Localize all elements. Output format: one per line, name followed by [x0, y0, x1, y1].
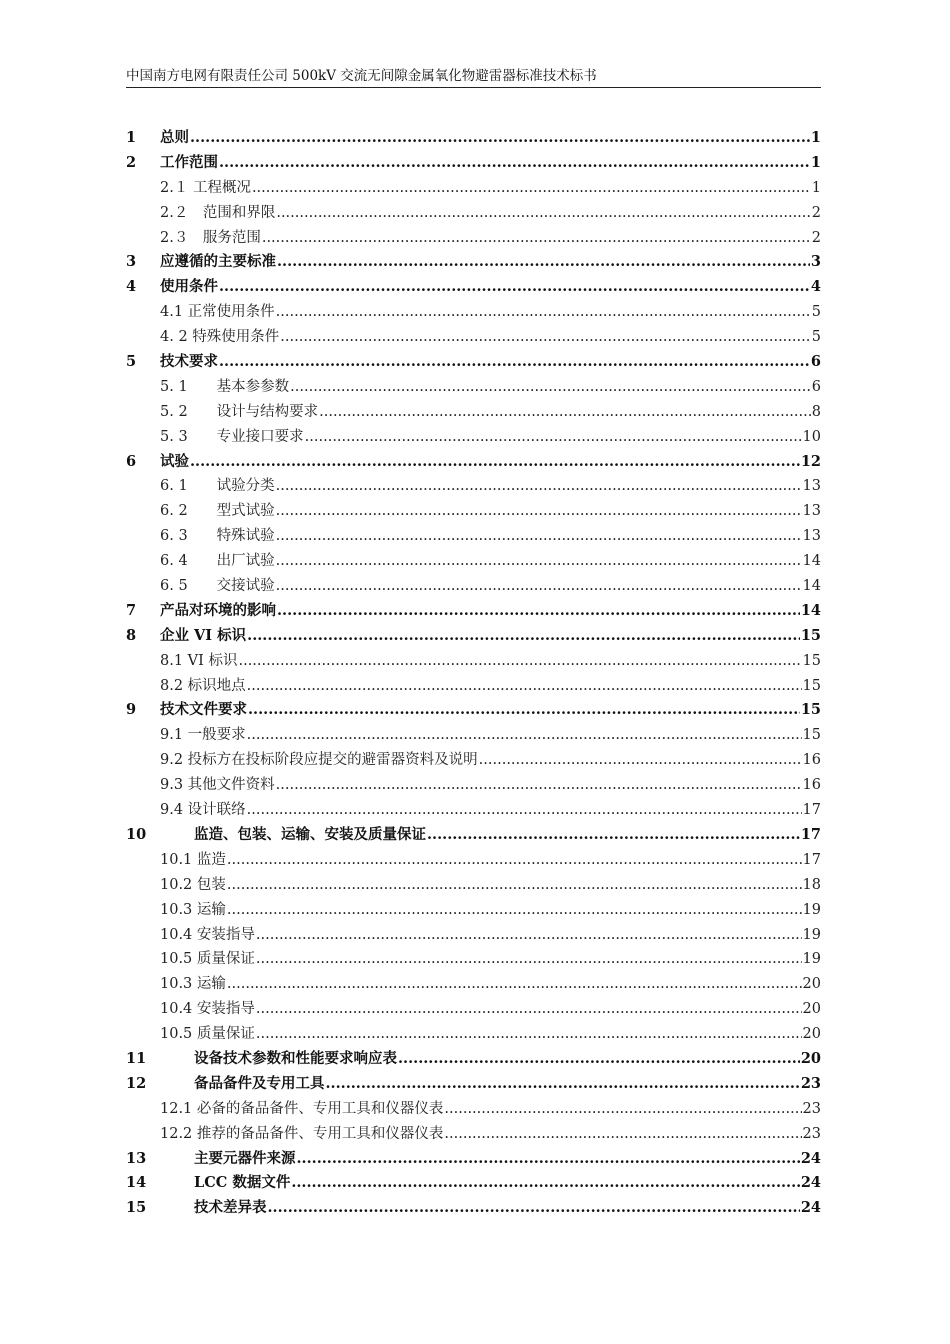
- toc-entry-number: 6: [126, 452, 137, 470]
- toc-entry-page: 20: [800, 1049, 821, 1067]
- toc-entry-line: [194, 1072, 821, 1097]
- toc-leader-dots: [276, 524, 802, 549]
- toc-entry-title: 备品备件及专用工具: [194, 1074, 325, 1092]
- toc-leader-dots: [256, 947, 802, 972]
- toc-entry-page: 12: [800, 452, 821, 470]
- toc-entry[interactable]: [126, 275, 821, 300]
- toc-entry-page: 1: [810, 153, 821, 171]
- toc-entry-page: 15: [802, 677, 821, 694]
- toc-entry-number: 8: [126, 626, 137, 644]
- toc-entry-line: [160, 474, 821, 499]
- toc-entry-page: 1: [810, 129, 821, 146]
- toc-entry-number: 2: [126, 153, 137, 171]
- toc-entry-page: 4: [810, 278, 821, 296]
- toc-entry-line: [194, 823, 821, 848]
- toc-entry-line: [160, 624, 821, 649]
- toc-entry-title: 2.３ 服务范围: [160, 229, 261, 246]
- toc-entry-line: [160, 1022, 821, 1047]
- toc-entry-number: 9: [126, 701, 137, 719]
- toc-entry-line: [160, 674, 821, 699]
- toc-entry-line: [160, 201, 821, 226]
- toc-entry-title: 企业 VI 标识: [160, 626, 247, 644]
- toc-entry-title: 8.2 标识地点: [160, 677, 246, 694]
- toc-entry-title: 2.２ 范围和界限: [160, 204, 276, 221]
- toc-entry-line: [160, 126, 821, 151]
- toc-leader-dots: [219, 151, 810, 176]
- toc-entry[interactable]: [126, 599, 821, 624]
- toc-entry-title: 10.3 运输: [160, 976, 226, 993]
- toc-leader-dots: [190, 126, 810, 151]
- toc-entry-title: 10.3 运输: [160, 901, 226, 918]
- toc-entry-line: [160, 499, 821, 524]
- toc-entry-page: 3: [810, 253, 821, 271]
- toc-entry[interactable]: [126, 798, 821, 823]
- toc-entry-title: 4. 2 特殊使用条件: [160, 329, 280, 346]
- toc-leader-dots: [277, 599, 800, 624]
- toc-entry-number: 12: [126, 1074, 147, 1092]
- toc-entry-title: 9.4 设计联络: [160, 802, 246, 819]
- toc-entry-number: 15: [126, 1199, 147, 1217]
- toc-leader-dots: [238, 649, 801, 674]
- toc-entry[interactable]: [126, 823, 821, 848]
- toc-entry-line: [160, 524, 821, 549]
- toc-entry-title: 使用条件: [160, 278, 218, 296]
- toc-entry-page: 15: [800, 701, 821, 719]
- toc-entry-line: [194, 1196, 821, 1221]
- toc-leader-dots: [276, 574, 802, 599]
- toc-entry-title: 5. 3 专业接口要求: [160, 428, 304, 445]
- page-header: 中国南方电网有限责任公司 500kV 交流无间隙金属氧化物避雷器标准技术标书: [126, 66, 821, 88]
- toc-entry-line: [160, 275, 821, 300]
- toc-entry-line: [160, 400, 821, 425]
- toc-entry[interactable]: [126, 151, 821, 176]
- toc-entry-line: [160, 325, 821, 350]
- toc-entry-page: 20: [802, 1026, 821, 1043]
- toc-entry-page: 18: [802, 876, 821, 893]
- toc-entry-title: 应遵循的主要标准: [160, 253, 276, 271]
- toc-leader-dots: [190, 450, 800, 475]
- toc-entry-title: 5. 1 基本参参数: [160, 378, 290, 395]
- toc-entry-page: 17: [802, 851, 821, 868]
- toc-entry-number: 7: [126, 601, 137, 619]
- toc-entry-page: 8: [811, 403, 821, 420]
- toc-entry-line: [160, 574, 821, 599]
- toc-entry-title: LCC 数据文件: [194, 1174, 291, 1192]
- toc-leader-dots: [398, 1047, 800, 1072]
- toc-entry[interactable]: [126, 848, 821, 873]
- toc-entry-page: 16: [802, 752, 821, 769]
- toc-entry-line: [160, 997, 821, 1022]
- toc-entry-line: [160, 798, 821, 823]
- toc-entry[interactable]: [126, 226, 821, 251]
- toc-entry-line: [160, 748, 821, 773]
- toc-leader-dots: [290, 375, 811, 400]
- toc-entry-page: 13: [802, 503, 821, 520]
- toc-entry-title: 9.2 投标方在投标阶段应提交的避雷器资料及说明: [160, 752, 478, 769]
- toc-entry[interactable]: [126, 400, 821, 425]
- toc-entry-page: 5: [811, 304, 821, 321]
- toc-entry[interactable]: [126, 499, 821, 524]
- toc-entry-page: 1: [811, 179, 821, 196]
- toc-leader-dots: [262, 226, 811, 251]
- toc-leader-dots: [427, 823, 800, 848]
- toc-entry-title: 监造、包装、运输、安装及质量保证: [194, 825, 426, 843]
- toc-leader-dots: [276, 773, 802, 798]
- toc-leader-dots: [326, 1072, 800, 1097]
- toc-entry[interactable]: [126, 1097, 821, 1122]
- toc-entry[interactable]: [126, 474, 821, 499]
- toc-entry-title: 10.5 质量保证: [160, 1026, 255, 1043]
- toc-leader-dots: [256, 997, 802, 1022]
- toc-entry-page: 14: [802, 578, 821, 595]
- toc-entry-line: [160, 848, 821, 873]
- toc-entry-title: 6. 5 交接试验: [160, 578, 275, 595]
- toc-entry[interactable]: [126, 898, 821, 923]
- toc-entry-number: 4: [126, 278, 137, 296]
- toc-entry[interactable]: [126, 698, 821, 723]
- toc-leader-dots: [444, 1122, 801, 1147]
- toc-leader-dots: [256, 1022, 802, 1047]
- toc-entry[interactable]: [126, 873, 821, 898]
- toc-leader-dots: [247, 723, 802, 748]
- toc-entry-title: 6. 3 特殊试验: [160, 528, 275, 545]
- toc-entry[interactable]: [126, 1022, 821, 1047]
- toc-leader-dots: [247, 674, 802, 699]
- toc-entry[interactable]: [126, 947, 821, 972]
- toc-entry-line: [160, 923, 821, 948]
- toc-entry-page: 2: [811, 229, 821, 246]
- toc-entry[interactable]: [126, 1072, 821, 1097]
- toc-entry-title: 10.1 监造: [160, 851, 226, 868]
- toc-entry[interactable]: [126, 624, 821, 649]
- toc-entry-number: 14: [126, 1174, 147, 1192]
- toc-entry[interactable]: [126, 325, 821, 350]
- toc-entry[interactable]: [126, 176, 821, 201]
- toc-entry-line: [160, 151, 821, 176]
- toc-entry[interactable]: [126, 201, 821, 226]
- toc-entry-line: [160, 549, 821, 574]
- toc-leader-dots: [252, 176, 811, 201]
- toc-entry-page: 14: [800, 601, 821, 619]
- toc-entry[interactable]: [126, 972, 821, 997]
- toc-entry-title: 8.1 VI 标识: [160, 652, 238, 669]
- toc-entry-title: 2.１ 工程概况: [160, 179, 251, 196]
- toc-entry-page: 15: [802, 727, 821, 744]
- toc-entry-line: [160, 350, 821, 375]
- toc-leader-dots: [305, 425, 802, 450]
- toc-entry-page: 24: [800, 1199, 821, 1217]
- toc-leader-dots: [268, 1196, 800, 1221]
- toc-leader-dots: [280, 325, 810, 350]
- toc-entry[interactable]: [126, 1047, 821, 1072]
- toc-entry-title: 10.4 安装指导: [160, 926, 255, 943]
- toc-entry-title: 6. 4 出厂试验: [160, 553, 275, 570]
- toc-entry-number: 11: [126, 1049, 147, 1067]
- toc-entry-page: 13: [802, 528, 821, 545]
- toc-entry-title: 主要元器件来源: [194, 1149, 296, 1167]
- toc-entry[interactable]: [126, 923, 821, 948]
- toc-entry[interactable]: [126, 250, 821, 275]
- toc-leader-dots: [276, 300, 811, 325]
- toc-leader-dots: [227, 848, 802, 873]
- toc-entry-line: [160, 1097, 821, 1122]
- toc-entry-page: 19: [802, 951, 821, 968]
- toc-entry-page: 24: [800, 1149, 821, 1167]
- toc-leader-dots: [247, 798, 802, 823]
- toc-entry-page: 23: [802, 1125, 821, 1142]
- toc-entry-title: 产品对环境的影响: [160, 601, 276, 619]
- toc-entry[interactable]: [126, 1171, 821, 1196]
- toc-entry-page: 16: [802, 777, 821, 794]
- toc-entry[interactable]: [126, 300, 821, 325]
- toc-entry-page: 14: [802, 553, 821, 570]
- toc-entry-page: 19: [802, 901, 821, 918]
- toc-leader-dots: [227, 873, 802, 898]
- toc-entry-line: [160, 698, 821, 723]
- toc-entry-title: 技术要求: [160, 353, 218, 371]
- toc-entry-line: [160, 873, 821, 898]
- toc-entry-title: 技术文件要求: [160, 701, 247, 719]
- toc-entry[interactable]: [126, 723, 821, 748]
- toc-entry[interactable]: [126, 549, 821, 574]
- toc-entry-line: [160, 898, 821, 923]
- toc-entry-title: 试验: [160, 452, 189, 470]
- toc-entry-title: 设备技术参数和性能要求响应表: [194, 1049, 397, 1067]
- toc-leader-dots: [248, 698, 800, 723]
- toc-entry[interactable]: [126, 1147, 821, 1172]
- toc-leader-dots: [227, 898, 802, 923]
- toc-entry-number: 3: [126, 253, 137, 271]
- toc-entry-line: [194, 1047, 821, 1072]
- toc-entry-page: 6: [810, 353, 821, 371]
- toc-entry-page: 20: [802, 1001, 821, 1018]
- table-of-contents: [126, 126, 821, 1221]
- toc-leader-dots: [276, 201, 810, 226]
- toc-leader-dots: [297, 1147, 800, 1172]
- toc-entry[interactable]: [126, 375, 821, 400]
- toc-leader-dots: [276, 474, 802, 499]
- toc-leader-dots: [247, 624, 800, 649]
- toc-entry-page: 15: [800, 626, 821, 644]
- toc-entry-title: 12.1 必备的备品备件、专用工具和仪器仪表: [160, 1100, 444, 1117]
- toc-entry-line: [160, 375, 821, 400]
- toc-entry-title: 10.5 质量保证: [160, 951, 255, 968]
- toc-entry-page: 2: [811, 204, 821, 221]
- toc-entry-page: 23: [800, 1074, 821, 1092]
- toc-entry[interactable]: [126, 350, 821, 375]
- toc-entry-number: 13: [126, 1149, 147, 1167]
- toc-entry-line: [160, 1122, 821, 1147]
- toc-entry[interactable]: [126, 1122, 821, 1147]
- toc-entry-page: 19: [802, 926, 821, 943]
- toc-entry-line: [194, 1171, 821, 1196]
- toc-entry-title: 9.1 一般要求: [160, 727, 246, 744]
- toc-entry[interactable]: [126, 450, 821, 475]
- toc-leader-dots: [276, 499, 802, 524]
- toc-leader-dots: [219, 275, 810, 300]
- toc-entry-page: 24: [800, 1174, 821, 1192]
- toc-entry-title: 5. 2 设计与结构要求: [160, 403, 319, 420]
- toc-entry[interactable]: [126, 773, 821, 798]
- toc-entry-title: 总则: [160, 129, 189, 146]
- toc-entry-title: 10.4 安装指导: [160, 1001, 255, 1018]
- toc-entry-line: [160, 176, 821, 201]
- toc-entry-page: 17: [802, 802, 821, 819]
- toc-entry-line: [160, 250, 821, 275]
- toc-entry-page: 10: [802, 428, 821, 445]
- toc-entry-title: 9.3 其他文件资料: [160, 777, 275, 794]
- toc-entry-number: 5: [126, 353, 137, 371]
- toc-leader-dots: [219, 350, 810, 375]
- toc-leader-dots: [277, 250, 810, 275]
- toc-entry-number: 10: [126, 825, 147, 843]
- toc-leader-dots: [256, 923, 802, 948]
- toc-entry-line: [160, 649, 821, 674]
- toc-entry[interactable]: [126, 674, 821, 699]
- toc-entry[interactable]: [126, 748, 821, 773]
- toc-entry-line: [160, 947, 821, 972]
- toc-entry-number: 1: [126, 129, 137, 146]
- toc-entry[interactable]: [126, 997, 821, 1022]
- toc-entry-title: 12.2 推荐的备品备件、专用工具和仪器仪表: [160, 1125, 444, 1142]
- toc-entry-title: 技术差异表: [194, 1199, 267, 1217]
- toc-entry-line: [160, 599, 821, 624]
- toc-leader-dots: [291, 1171, 799, 1196]
- toc-leader-dots: [479, 748, 802, 773]
- toc-entry[interactable]: [126, 1196, 821, 1221]
- toc-entry-line: [194, 1147, 821, 1172]
- toc-entry-page: 6: [811, 378, 821, 395]
- toc-entry[interactable]: [126, 425, 821, 450]
- toc-entry-title: 6. 1 试验分类: [160, 478, 275, 495]
- toc-entry-line: [160, 300, 821, 325]
- toc-entry-page: 15: [802, 652, 821, 669]
- toc-entry[interactable]: [126, 649, 821, 674]
- toc-entry-title: 4.1 正常使用条件: [160, 304, 275, 321]
- toc-entry-line: [160, 723, 821, 748]
- toc-leader-dots: [319, 400, 811, 425]
- toc-entry[interactable]: [126, 524, 821, 549]
- toc-entry-page: 23: [802, 1100, 821, 1117]
- toc-entry-title: 工作范围: [160, 153, 218, 171]
- toc-entry[interactable]: [126, 574, 821, 599]
- toc-leader-dots: [227, 972, 802, 997]
- toc-entry-line: [160, 450, 821, 475]
- toc-leader-dots: [444, 1097, 801, 1122]
- toc-entry-page: 17: [800, 825, 821, 843]
- toc-entry-line: [160, 773, 821, 798]
- toc-leader-dots: [276, 549, 802, 574]
- toc-entry-page: 13: [802, 478, 821, 495]
- toc-entry-line: [160, 226, 821, 251]
- toc-entry-title: 6. 2 型式试验: [160, 503, 275, 520]
- toc-entry-title: 10.2 包装: [160, 876, 226, 893]
- toc-entry[interactable]: [126, 126, 821, 151]
- toc-entry-line: [160, 972, 821, 997]
- toc-entry-line: [160, 425, 821, 450]
- toc-entry-page: 5: [811, 329, 821, 346]
- toc-entry-page: 20: [802, 976, 821, 993]
